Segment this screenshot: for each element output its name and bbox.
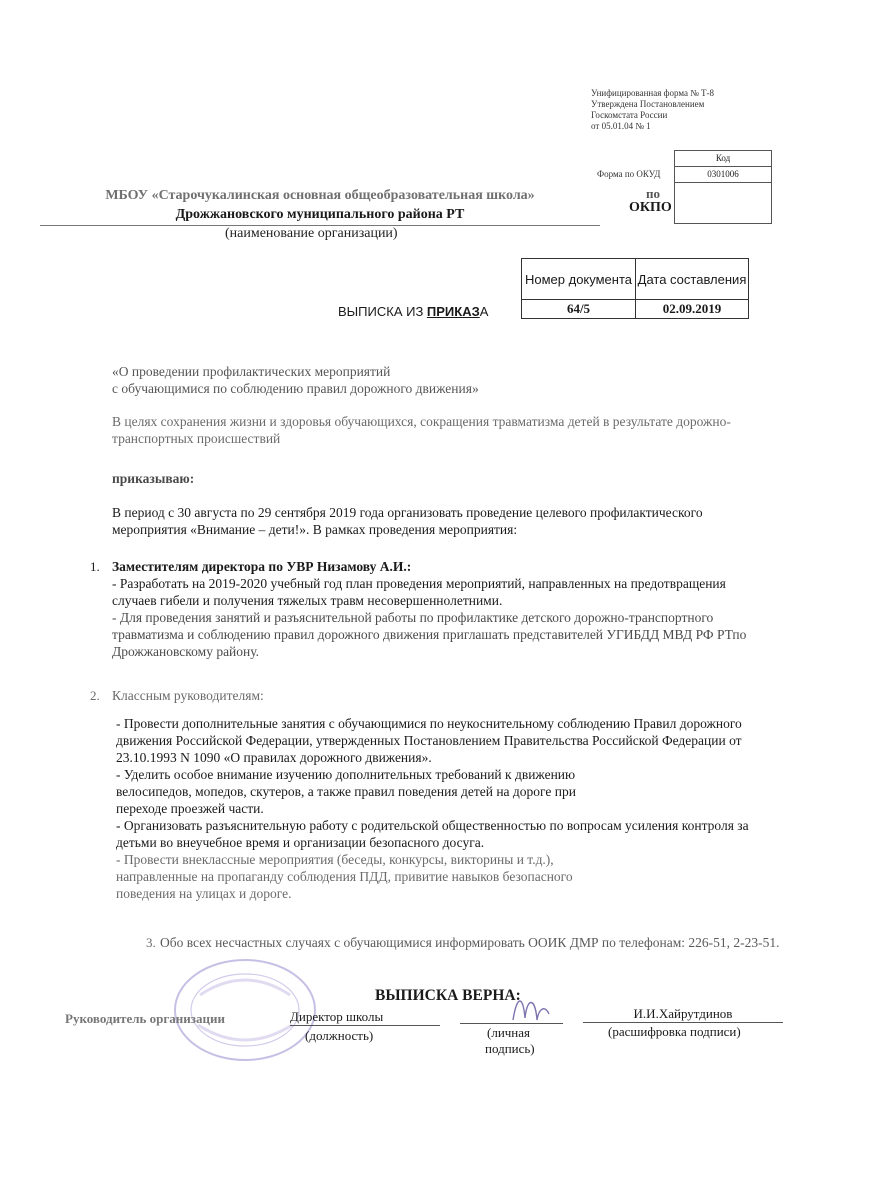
section-1-heading: Заместителям директора по УВР Низамову А.И.:: [112, 559, 412, 574]
section-2-p2: переходе проезжей части.: [116, 801, 264, 816]
organization-line-1: МБОУ «Старочукалинская основная общеобразовательная школа»: [105, 188, 535, 203]
okpo-label: ОКПО: [629, 200, 672, 215]
signer-name: И.И.Хайрутдинов: [583, 1006, 783, 1023]
extract-emph: ПРИКАЗ: [426, 304, 480, 319]
personal-note-line: (личная: [487, 1025, 531, 1040]
order-period: В период с 30 августа по 29 сентября 2019 года организовать проведение целевого профилактического мероприятия «Внимание – дети!». В рамках проведения мероприятия:: [112, 505, 703, 537]
doc-table: [521, 258, 749, 319]
section-2-p1: - Провести дополнительные занятия с обучающимися по неукоснительному соблюдению Правил дорожного движения Российской Федерации, утвержденных Постановлением Правительства Российской Федерации от 23.10.1993 N 1090 «О правилах дорожного движения».: [116, 716, 742, 765]
okpo-value: [675, 183, 771, 223]
section-2-p2: велосипедов, мопедов, скутеров, а также правил поведения детей на дороге при: [116, 784, 576, 799]
section-3-text: Обо всех несчастных случаях с обучающимися информировать ООИК ДМР по телефонам: 226-51, 2-23-51.: [160, 935, 780, 950]
order-title: [112, 363, 479, 397]
head-label: Руководитель организации: [65, 1011, 225, 1026]
order-prikazyvayu: приказываю:: [112, 471, 195, 486]
personal-note-line: подпись): [485, 1041, 535, 1056]
personal-signature-note: [485, 1025, 535, 1057]
section-2-body: [116, 715, 766, 902]
form-info-line: Унифицированная форма № Т-8: [591, 88, 715, 98]
section-1: [112, 558, 752, 660]
extract-title: [338, 304, 488, 319]
form-info-line: Утверждена Постановлением: [591, 99, 705, 109]
okud-label: Форма по ОКУД: [597, 169, 661, 179]
po-label: по: [646, 186, 660, 201]
extract-prefix: ВЫПИСКА ИЗ: [338, 304, 427, 319]
doc-date: 02.09.2019: [636, 300, 749, 319]
position-note: (должность): [305, 1028, 374, 1043]
form-info-line: от 05.01.04 № 1: [591, 121, 651, 131]
signer-name-note: (расшифровка подписи): [608, 1024, 741, 1039]
extract-suffix: А: [479, 304, 489, 319]
organization-line-2: Дрожжановского муниципального района РТ: [40, 205, 600, 226]
organization-name: [40, 186, 600, 226]
section-2-p4: поведения на улицах и дороге.: [116, 886, 292, 901]
section-1-p1: - Разработать на 2019-2020 учебный год план проведения мероприятий, направленных на предотвращения случаев гибели и получения тяжелых травм несовершеннолетними.: [112, 576, 726, 608]
section-1-p2: - Для проведения занятий и разъяснительной работы по профилактике детского дорожно-транспортного травматизма и соблюдению правил дорожного движения приглашать представителей УГИБДД МВД РФ РТпо Дрожжановскому району.: [112, 610, 747, 659]
signature-image: [505, 990, 555, 1030]
order-title-line: с обучающимися по соблюдению правил дорожного движения»: [112, 381, 479, 396]
okud-value: 0301006: [675, 167, 771, 183]
doc-number-header: Номер документа: [522, 259, 636, 300]
extract-verified: ВЫПИСКА ВЕРНА:: [375, 987, 521, 1004]
organization-note: (наименование организации): [225, 226, 398, 241]
section-1-number: 1.: [90, 559, 100, 574]
section-3-number: 3.: [146, 935, 156, 950]
position: Директор школы: [290, 1009, 440, 1026]
doc-date-header: Дата составления: [636, 259, 749, 300]
code-header: Код: [675, 151, 771, 167]
doc-number: 64/5: [522, 300, 636, 319]
form-info: [591, 88, 714, 132]
order-goal: В целях сохранения жизни и здоровья обучающихся, сокращения травматизма детей в результате дорожно-транспортных происшествий: [112, 414, 731, 446]
section-2-p2: - Уделить особое внимание изучению дополнительных требований к движению: [116, 767, 576, 782]
section-2-p4: направленные на пропаганду соблюдения ПДД, привитие навыков безопасного: [116, 869, 573, 884]
section-2-p4: - Провести внеклассные мероприятия (беседы, конкурсы, викторины и т.д.),: [116, 852, 554, 867]
order-title-line: «О проведении профилактических мероприятий: [112, 364, 391, 379]
section-2-number: 2.: [90, 688, 100, 703]
section-2-p3: - Организовать разъяснительную работу с родительской общественностью по вопросам усиления контроля за детьми во внеучебное время и организации безопасного досуга.: [116, 818, 749, 850]
form-info-line: Госкомстата России: [591, 110, 668, 120]
section-2-heading: Классным руководителям:: [112, 688, 264, 703]
code-box: [674, 150, 772, 224]
